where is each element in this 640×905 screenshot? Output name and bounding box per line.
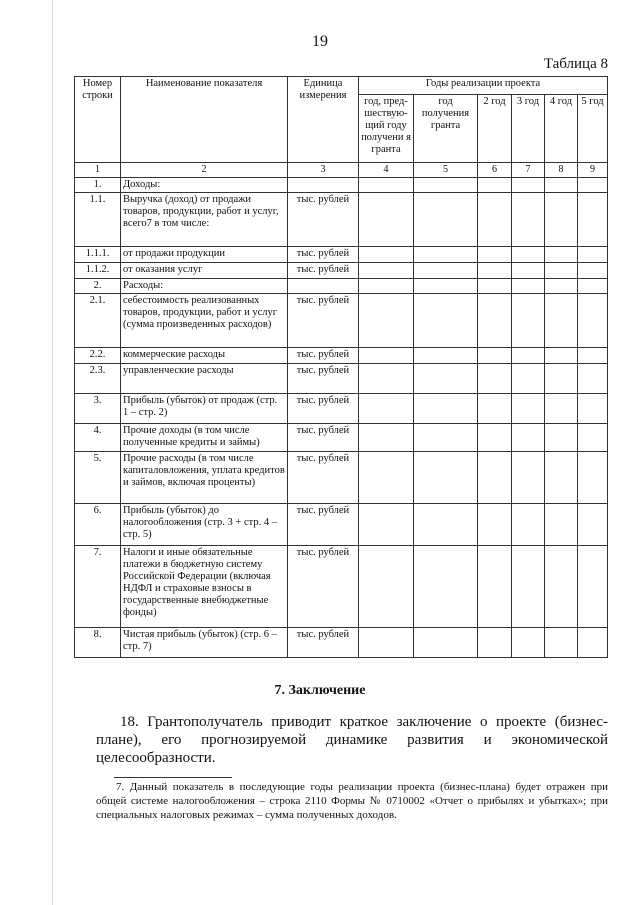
value-cell	[478, 546, 512, 628]
value-cell	[359, 193, 414, 247]
value-cell	[512, 178, 545, 193]
left-margin-line	[52, 0, 53, 905]
value-cell	[414, 364, 478, 394]
row-unit: тыс. рублей	[288, 364, 359, 394]
column-number: 9	[578, 163, 608, 178]
indicators-table	[74, 76, 608, 658]
table-caption: Таблица 8	[543, 56, 608, 72]
value-cell	[578, 424, 608, 452]
column-numbers-row	[75, 163, 608, 178]
row-unit: тыс. рублей	[288, 247, 359, 263]
row-unit: тыс. рублей	[288, 546, 359, 628]
value-cell	[414, 294, 478, 348]
table-row	[75, 247, 608, 263]
value-cell	[545, 628, 578, 658]
value-cell	[512, 628, 545, 658]
row-unit: тыс. рублей	[288, 263, 359, 279]
row-indicator-name: управленческие расходы	[121, 364, 288, 394]
table-row	[75, 193, 608, 247]
footnote-separator	[114, 777, 232, 778]
value-cell	[414, 452, 478, 504]
row-indicator-name: Расходы:	[121, 279, 288, 294]
value-cell	[512, 294, 545, 348]
row-number: 1.1.1.	[75, 247, 121, 263]
value-cell	[545, 193, 578, 247]
value-cell	[414, 178, 478, 193]
row-unit: тыс. рублей	[288, 348, 359, 364]
table-row	[75, 546, 608, 628]
value-cell	[512, 364, 545, 394]
row-number: 1.1.2.	[75, 263, 121, 279]
value-cell	[359, 546, 414, 628]
table-row	[75, 424, 608, 452]
row-indicator-name: от оказания услуг	[121, 263, 288, 279]
value-cell	[414, 394, 478, 424]
value-cell	[578, 178, 608, 193]
value-cell	[578, 279, 608, 294]
value-cell	[414, 279, 478, 294]
column-number: 7	[512, 163, 545, 178]
value-cell	[545, 348, 578, 364]
column-number: 5	[414, 163, 478, 178]
value-cell	[359, 452, 414, 504]
value-cell	[359, 364, 414, 394]
table-row	[75, 178, 608, 193]
row-unit: тыс. рублей	[288, 394, 359, 424]
value-cell	[545, 452, 578, 504]
column-number: 2	[121, 163, 288, 178]
value-cell	[545, 178, 578, 193]
value-cell	[545, 424, 578, 452]
value-cell	[478, 247, 512, 263]
row-indicator-name: от продажи продукции	[121, 247, 288, 263]
value-cell	[578, 193, 608, 247]
value-cell	[359, 294, 414, 348]
value-cell	[478, 364, 512, 394]
value-cell	[545, 546, 578, 628]
value-cell	[359, 394, 414, 424]
value-cell	[545, 263, 578, 279]
value-cell	[512, 546, 545, 628]
row-number: 3.	[75, 394, 121, 424]
value-cell	[512, 394, 545, 424]
row-unit: тыс. рублей	[288, 628, 359, 658]
value-cell	[512, 424, 545, 452]
column-number: 6	[478, 163, 512, 178]
row-indicator-name: Налоги и иные обязательные платежи в бюджетную систему Российской Федерации (включая НДФЛ и страховые взносы в государственные внебюджетные фонды)	[121, 546, 288, 628]
row-indicator-name: себестоимость реализованных товаров, продукции, работ и услуг (сумма произведенных расходов)	[121, 294, 288, 348]
value-cell	[545, 394, 578, 424]
row-indicator-name: Чистая прибыль (убыток) (стр. 6 – стр. 7)	[121, 628, 288, 658]
value-cell	[578, 546, 608, 628]
value-cell	[545, 364, 578, 394]
table-row	[75, 348, 608, 364]
value-cell	[478, 294, 512, 348]
row-number: 1.	[75, 178, 121, 193]
value-cell	[512, 247, 545, 263]
value-cell	[414, 628, 478, 658]
row-number: 5.	[75, 452, 121, 504]
row-indicator-name: Доходы:	[121, 178, 288, 193]
value-cell	[414, 348, 478, 364]
row-unit: тыс. рублей	[288, 452, 359, 504]
table-row	[75, 279, 608, 294]
value-cell	[545, 294, 578, 348]
table-row	[75, 263, 608, 279]
table-row	[75, 394, 608, 424]
row-indicator-name: Выручка (доход) от продажи товаров, продукции, работ и услуг, всего7 в том числе:	[121, 193, 288, 247]
row-unit: тыс. рублей	[288, 294, 359, 348]
header-unit: Единица измерения	[288, 77, 359, 163]
value-cell	[478, 504, 512, 546]
value-cell	[414, 263, 478, 279]
row-number: 2.	[75, 279, 121, 294]
header-row-no: Номер строки	[75, 77, 121, 163]
value-cell	[478, 424, 512, 452]
row-unit: тыс. рублей	[288, 193, 359, 247]
header-indicator: Наименование показателя	[121, 77, 288, 163]
value-cell	[359, 424, 414, 452]
value-cell	[478, 628, 512, 658]
value-cell	[359, 263, 414, 279]
row-indicator-name: Прибыль (убыток) от продаж (стр. 1 – стр. 2)	[121, 394, 288, 424]
column-number: 8	[545, 163, 578, 178]
row-number: 4.	[75, 424, 121, 452]
section-title: 7. Заключение	[274, 683, 366, 698]
table-row	[75, 628, 608, 658]
value-cell	[478, 279, 512, 294]
row-number: 8.	[75, 628, 121, 658]
column-number: 3	[288, 163, 359, 178]
value-cell	[414, 504, 478, 546]
column-number: 1	[75, 163, 121, 178]
header-year5: 5 год	[578, 95, 608, 163]
row-number: 2.3.	[75, 364, 121, 394]
value-cell	[359, 348, 414, 364]
row-indicator-name: Прочие доходы (в том числе полученные кредиты и займы)	[121, 424, 288, 452]
row-unit	[288, 279, 359, 294]
value-cell	[359, 628, 414, 658]
value-cell	[578, 294, 608, 348]
value-cell	[578, 364, 608, 394]
row-number: 1.1.	[75, 193, 121, 247]
row-unit	[288, 178, 359, 193]
value-cell	[478, 394, 512, 424]
value-cell	[578, 263, 608, 279]
value-cell	[478, 452, 512, 504]
row-number: 6.	[75, 504, 121, 546]
header-year-grant: год получения гранта	[414, 95, 478, 163]
value-cell	[578, 394, 608, 424]
row-indicator-name: Прибыль (убыток) до налогообложения (стр. 3 + стр. 4 – стр. 5)	[121, 504, 288, 546]
value-cell	[359, 279, 414, 294]
value-cell	[414, 546, 478, 628]
row-unit: тыс. рублей	[288, 504, 359, 546]
row-number: 2.1.	[75, 294, 121, 348]
table-row	[75, 452, 608, 504]
value-cell	[359, 247, 414, 263]
value-cell	[512, 193, 545, 247]
value-cell	[578, 628, 608, 658]
value-cell	[478, 193, 512, 247]
value-cell	[359, 504, 414, 546]
conclusion-text: 18. Грантополучатель приводит краткое заключение о проекте (бизнес-плане), его прогнозируемой динамике развития и экономической целесообразности.	[96, 714, 608, 766]
value-cell	[414, 424, 478, 452]
value-cell	[478, 263, 512, 279]
value-cell	[359, 178, 414, 193]
value-cell	[512, 263, 545, 279]
header-year-prev: год, пред-шествую-щий году получени я гранта	[359, 95, 414, 163]
footnote: 7. Данный показатель в последующие годы реализации проекта (бизнес-плана) будет отражен при общей системе налогообложения – строка 2110 Формы № 0710002 «Отчет о прибылях и убытках»; при специальных налоговых режимах – сумма полученных доходов.	[96, 781, 608, 821]
page-number: 19	[312, 33, 328, 50]
value-cell	[578, 348, 608, 364]
value-cell	[414, 247, 478, 263]
conclusion-paragraph	[96, 713, 608, 767]
table-row	[75, 294, 608, 348]
value-cell	[512, 279, 545, 294]
value-cell	[478, 178, 512, 193]
value-cell	[414, 193, 478, 247]
value-cell	[512, 504, 545, 546]
value-cell	[512, 452, 545, 504]
header-year2: 2 год	[478, 95, 512, 163]
value-cell	[545, 279, 578, 294]
table-row	[75, 504, 608, 546]
row-indicator-name: коммерческие расходы	[121, 348, 288, 364]
column-number: 4	[359, 163, 414, 178]
value-cell	[512, 348, 545, 364]
row-number: 7.	[75, 546, 121, 628]
value-cell	[578, 452, 608, 504]
table-row	[75, 364, 608, 394]
header-year3: 3 год	[512, 95, 545, 163]
header-year4: 4 год	[545, 95, 578, 163]
row-number: 2.2.	[75, 348, 121, 364]
value-cell	[545, 504, 578, 546]
value-cell	[578, 504, 608, 546]
header-years-group: Годы реализации проекта	[359, 77, 608, 95]
row-unit: тыс. рублей	[288, 424, 359, 452]
value-cell	[478, 348, 512, 364]
value-cell	[545, 247, 578, 263]
value-cell	[578, 247, 608, 263]
row-indicator-name: Прочие расходы (в том числе капиталовложения, уплата кредитов и займов, включая проценты)	[121, 452, 288, 504]
